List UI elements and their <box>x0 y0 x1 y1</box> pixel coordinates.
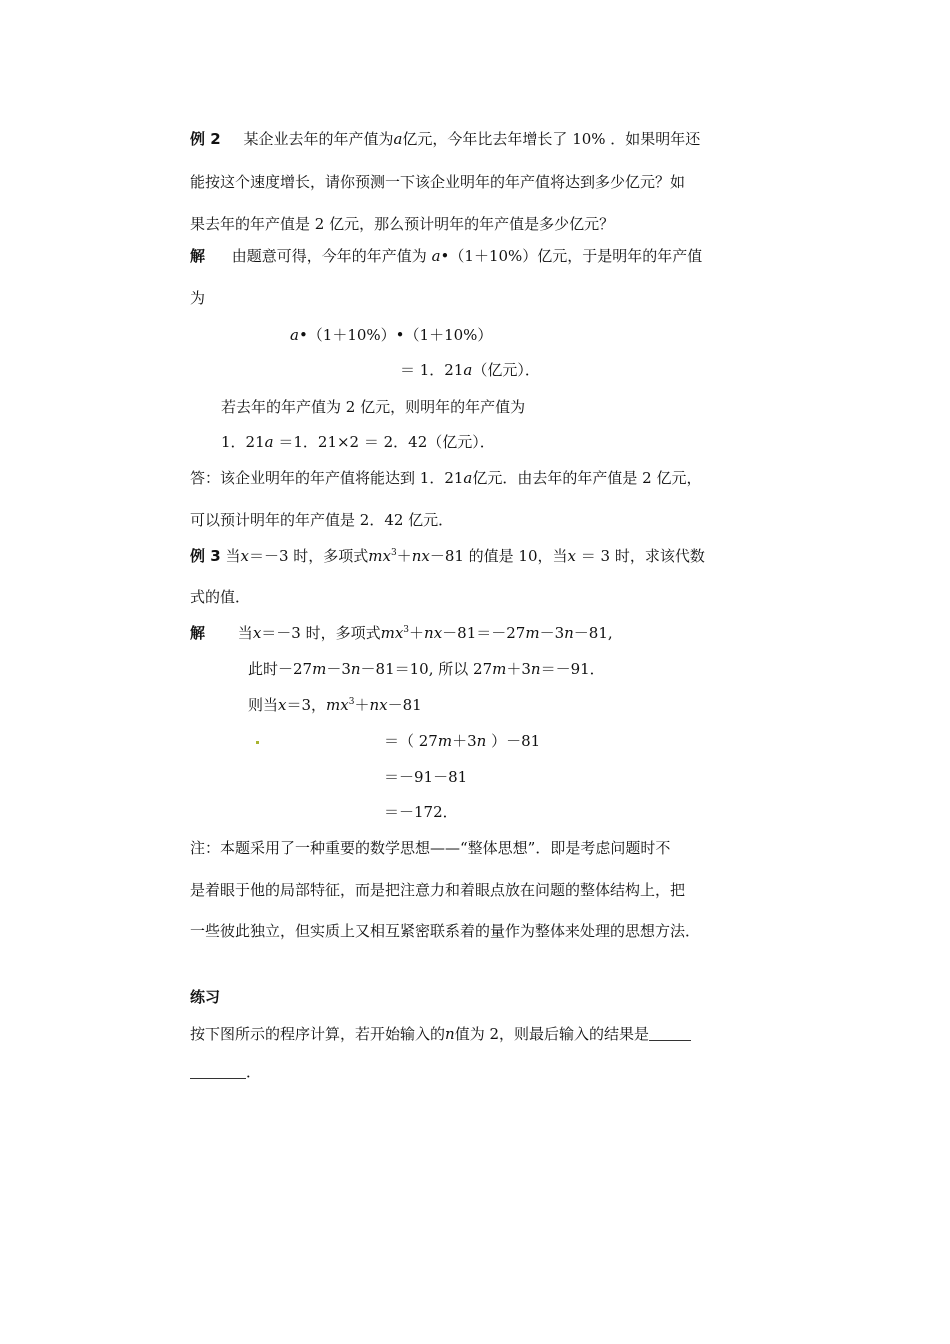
example-2-line-3: 果去年的年产值是 2 亿元，那么预计明年的年产值是多少亿元？ <box>190 215 615 233</box>
example-3-line-1: 例 3 当x＝－3 时，多项式$mx^3+nx-81$ 的值是 10，当x ＝ 3 时，求该代数 <box>190 547 705 565</box>
note-line-2: 是着眼于他的局部特征，而是把注意力和着眼点放在问题的整体结构上，把 <box>190 881 686 899</box>
note-line-3: 一些彼此独立，但实质上又相互紧密联系着的量作为整体来处理的思想方法． <box>190 922 701 940</box>
example-2-line-1: 例 2 某企业去年的年产值为a亿元，今年比去年增长了 10% ．如果明年还 <box>190 130 701 148</box>
example-2-line-2: 能按这个速度增长，请你预测一下该企业明年的年产值将达到多少亿元？如 <box>190 173 686 191</box>
solution-2-answer-1: 答：该企业明年的年产值将能达到 1．21a亿元．由去年的年产值是 2 亿元， <box>190 469 702 487</box>
solution-2-line-1: 解 由题意可得，今年的年产值为 a•（1＋10%）亿元，于是明年的年产值 <box>190 247 703 265</box>
example-3-label: 例 3 <box>190 547 221 565</box>
answer-blank-continued <box>190 1064 246 1079</box>
solution-2-line-4: 1．21a ＝1．21×2 ＝ 2．42（亿元）． <box>221 433 495 451</box>
practice-line-1: 按下图所示的程序计算，若开始输入的n值为 2，则最后输入的结果是 <box>190 1023 691 1044</box>
note-line-1: 注：本题采用了一种重要的数学思想——“整体思想”．即是考虑问题时不 <box>190 839 671 857</box>
solution-3-line-3: 则当x＝3，$mx^3+nx-81$ <box>248 696 422 714</box>
solution-3-line-4: ＝（ 27m＋3n ）－81 <box>384 732 541 750</box>
decorative-dot <box>256 741 259 744</box>
practice-title: 练习 <box>190 988 221 1006</box>
solution-2-line-2: 为 <box>190 289 206 307</box>
solution-3-label: 解 <box>190 624 206 642</box>
solution-3-line-1: 解 当x＝－3 时，多项式$mx^3+nx-81=-27m-3n-81$, <box>190 624 613 642</box>
example-3-line-2: 式的值． <box>190 588 251 606</box>
solution-3-line-5: ＝－91－81 <box>384 768 468 786</box>
solution-2-label: 解 <box>190 247 206 265</box>
answer-blank <box>649 1026 691 1041</box>
solution-2-equation-1: a•（1＋10%）•（1＋10%） <box>290 326 493 344</box>
solution-2-line-3: 若去年的年产值为 2 亿元，则明年的年产值为 <box>221 398 526 416</box>
solution-2-equation-2: ＝ 1．21a（亿元）． <box>400 361 540 379</box>
practice-line-2: ． <box>190 1061 261 1082</box>
solution-2-answer-2: 可以预计明年的年产值是 2．42 亿元． <box>190 511 454 529</box>
example-2-label: 例 2 <box>190 130 221 148</box>
solution-3-line-6: ＝－172． <box>384 803 458 821</box>
solution-3-line-2: 此时－27m－3n－81＝10, 所以 27m＋3n＝－91． <box>248 660 605 678</box>
